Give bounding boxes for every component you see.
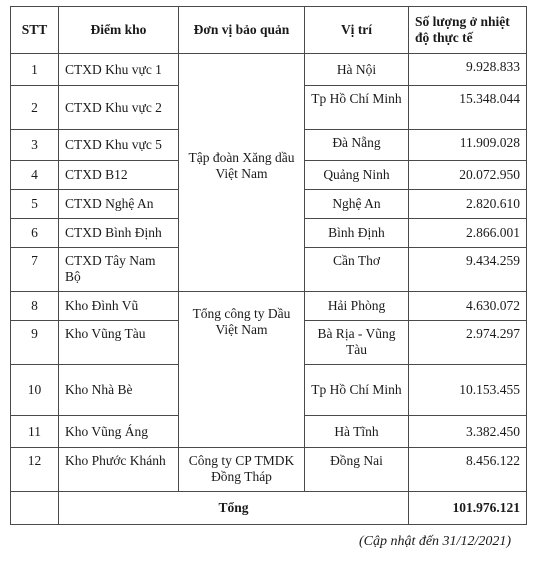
cell-stt: 6 — [11, 219, 59, 248]
cell-quantity: 3.382.450 — [409, 416, 527, 448]
cell-stt: 10 — [11, 365, 59, 416]
cell-kho: Kho Nhà Bè — [59, 365, 179, 416]
cell-quantity: 20.072.950 — [409, 161, 527, 190]
update-note: (Cập nhật đến 31/12/2021) — [358, 534, 511, 549]
cell-kho: CTXD Nghệ An — [59, 190, 179, 219]
header-kho: Điểm kho — [59, 7, 179, 54]
header-location: Vị trí — [305, 7, 409, 54]
cell-kho: Kho Đình Vũ — [59, 292, 179, 321]
cell-kho: CTXD Khu vực 2 — [59, 86, 179, 130]
cell-kho: CTXD B12 — [59, 161, 179, 190]
cell-stt: 9 — [11, 321, 59, 365]
cell-location: Tp Hồ Chí Minh — [305, 86, 409, 130]
cell-location: Hà Tĩnh — [305, 416, 409, 448]
cell-location: Nghệ An — [305, 190, 409, 219]
table-row — [11, 54, 527, 86]
cell-quantity: 11.909.028 — [409, 130, 527, 161]
cell-quantity: 8.456.122 — [409, 448, 527, 492]
cell-kho: CTXD Khu vực 1 — [59, 54, 179, 86]
cell-kho: Kho Vũng Tàu — [59, 321, 179, 365]
cell-kho: Kho Vũng Áng — [59, 416, 179, 448]
cell-stt: 2 — [11, 86, 59, 130]
cell-stt: 3 — [11, 130, 59, 161]
cell-quantity: 9.928.833 — [409, 54, 527, 86]
total-row — [11, 492, 527, 525]
cell-quantity: 15.348.044 — [409, 86, 527, 130]
header-quantity: Số lượng ở nhiệt độ thực tế — [409, 7, 527, 54]
cell-kho: CTXD Khu vực 5 — [59, 130, 179, 161]
cell-stt: 1 — [11, 54, 59, 86]
header-unit: Đơn vị bảo quản — [179, 7, 305, 54]
cell-location: Đồng Nai — [305, 448, 409, 492]
total-value: 101.976.121 — [409, 492, 527, 525]
cell-quantity: 4.630.072 — [409, 292, 527, 321]
cell-location: Bình Định — [305, 219, 409, 248]
cell-kho: Kho Phước Khánh — [59, 448, 179, 492]
header-stt: STT — [11, 7, 59, 54]
cell-location: Cần Thơ — [305, 248, 409, 292]
storage-table — [10, 6, 527, 525]
header-row — [11, 7, 527, 54]
table-row — [11, 448, 527, 492]
cell-location: Hải Phòng — [305, 292, 409, 321]
cell-quantity: 2.820.610 — [409, 190, 527, 219]
cell-stt: 5 — [11, 190, 59, 219]
cell-stt: 12 — [11, 448, 59, 492]
table-row — [11, 292, 527, 321]
cell-stt: 11 — [11, 416, 59, 448]
cell-quantity: 10.153.455 — [409, 365, 527, 416]
cell-stt: 4 — [11, 161, 59, 190]
cell-location: Bà Rịa - Vũng Tàu — [305, 321, 409, 365]
cell-location: Quảng Ninh — [305, 161, 409, 190]
cell-kho: CTXD Bình Định — [59, 219, 179, 248]
total-label: Tổng — [59, 492, 409, 525]
cell-unit-group-2: Tổng công ty Dầu Việt Nam — [179, 292, 305, 448]
cell-location: Hà Nội — [305, 54, 409, 86]
cell-stt: 7 — [11, 248, 59, 292]
cell-stt: 8 — [11, 292, 59, 321]
cell-unit-group-1: Tập đoàn Xăng dầu Việt Nam — [179, 54, 305, 292]
cell-quantity: 2.866.001 — [409, 219, 527, 248]
cell-location: Tp Hồ Chí Minh — [305, 365, 409, 416]
cell-location: Đà Nẵng — [305, 130, 409, 161]
cell-quantity: 2.974.297 — [409, 321, 527, 365]
cell-kho: CTXD Tây Nam Bộ — [59, 248, 179, 292]
cell-unit-group-3: Công ty CP TMDK Đồng Tháp — [179, 448, 305, 492]
cell-quantity: 9.434.259 — [409, 248, 527, 292]
cell-total-blank — [11, 492, 59, 525]
